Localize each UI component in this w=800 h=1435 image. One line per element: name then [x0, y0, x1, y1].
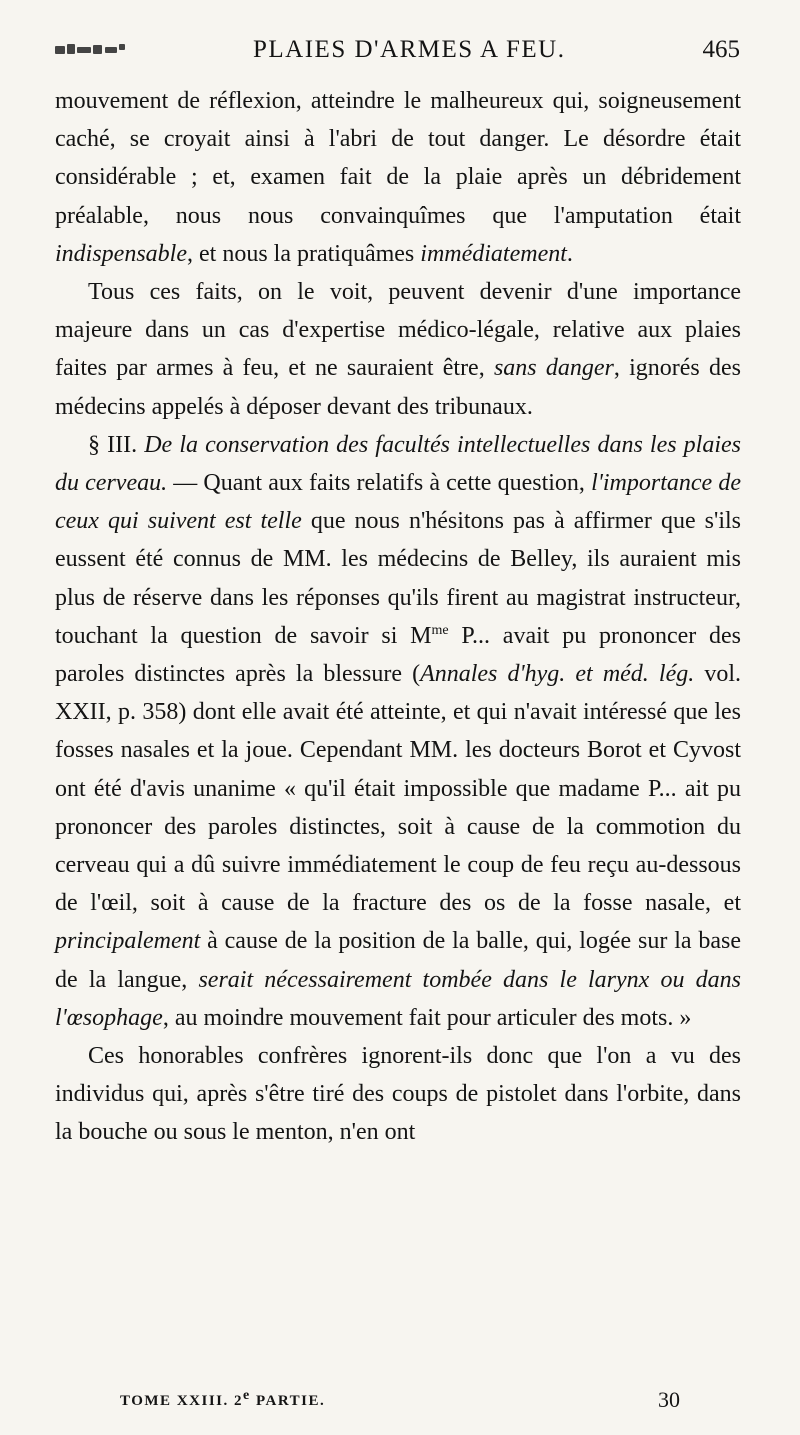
- italic-text-segment: sans danger: [493, 355, 614, 382]
- italic-text-segment: indispensable: [55, 240, 187, 267]
- text-segment: Ces honorables confrères ignorent-ils donc que l'on a vu des individus qui, après s'être tiré des coups de pistolet dans l'orbite, dans la bouche ou sous le menton, n'en ont: [55, 1043, 741, 1146]
- page-footer: [120, 1387, 680, 1423]
- text-segment: à cause de la position de la balle, qui, logée sur la base de la langue,: [55, 928, 741, 993]
- text-segment: § III.: [88, 431, 145, 458]
- italic-text-segment: principalement: [55, 928, 201, 955]
- body-text: [55, 82, 741, 1152]
- printer-ornament: [55, 42, 127, 58]
- text-segment: vol. XXII, p. 358) dont elle avait été atteinte, et qui n'avait intéressé que les fosses nasales et la joue. Cependant MM. les docteurs Borot et Cyvost ont été d'avis unanime « qu'il était impossible que madame P... ait pu prononcer des paroles distinctes, soit à cause de la commotion du cerveau qui a dû suivre immédiatement le coup de feu reçu au-dessous de l'œil, soit à cause de la fracture des os de la fosse nasale, et: [55, 661, 742, 917]
- page-number: 465: [702, 36, 740, 63]
- text-segment: , et nous la pratiquâmes: [187, 240, 421, 267]
- italic-text-segment: immédiatement: [420, 240, 567, 267]
- italic-text-segment: De la conservation des facultés intellectuelles dans les plaies du cerveau.: [55, 431, 742, 497]
- paragraph-4: [55, 1037, 741, 1152]
- paragraph-1: [55, 82, 741, 273]
- signature-mark: TOME XXIII. 2e PARTIE.: [120, 1388, 326, 1409]
- paragraph-2: [55, 273, 741, 426]
- running-title: PLAIES D'ARMES A FEU.: [253, 36, 566, 63]
- text-segment: , ignorés des médecins appelés à déposer devant des tribunaux.: [55, 355, 742, 420]
- superscript-segment: me: [431, 622, 449, 638]
- italic-text-segment: serait nécessairement tombée dans le larynx ou dans l'œsophage: [55, 966, 742, 1031]
- paragraph-3-section-iii: [55, 426, 741, 1037]
- italic-text-segment: Annales d'hyg. et méd. lég.: [420, 661, 695, 688]
- text-segment: mouvement de réflexion, atteindre le malheureux qui, soigneusement caché, se croyait ainsi à l'abri de tout danger. Le désordre était considérable ; et, examen fait de la plaie après un débridement préalable, nous nous convainquîmes que l'amputation était: [55, 88, 741, 229]
- text-segment: que nous n'hésitons pas à affirmer que s'ils eussent été connus de MM. les médecins de Belley, ils auraient mis plus de réserve dans les réponses qu'ils firent au magistrat instructeur, touchant la question de savoir si M: [55, 508, 742, 649]
- text-segment: , au moindre mouvement fait pour articuler des mots. »: [162, 1004, 692, 1031]
- text-segment: P... avait pu prononcer des paroles distinctes après la blessure (: [55, 622, 741, 688]
- sheet-number: 30: [658, 1387, 680, 1412]
- text-segment: Tous ces faits, on le voit, peuvent devenir d'une importance majeure dans un cas d'expertise médico-légale, relative aux plaies faites par armes à feu, et ne sauraient être,: [55, 279, 741, 382]
- text-segment: — Quant aux faits relatifs à cette question,: [167, 470, 592, 497]
- text-segment: .: [566, 240, 573, 267]
- italic-text-segment: l'importance de ceux qui suivent est telle: [55, 470, 742, 535]
- running-head: [55, 36, 740, 76]
